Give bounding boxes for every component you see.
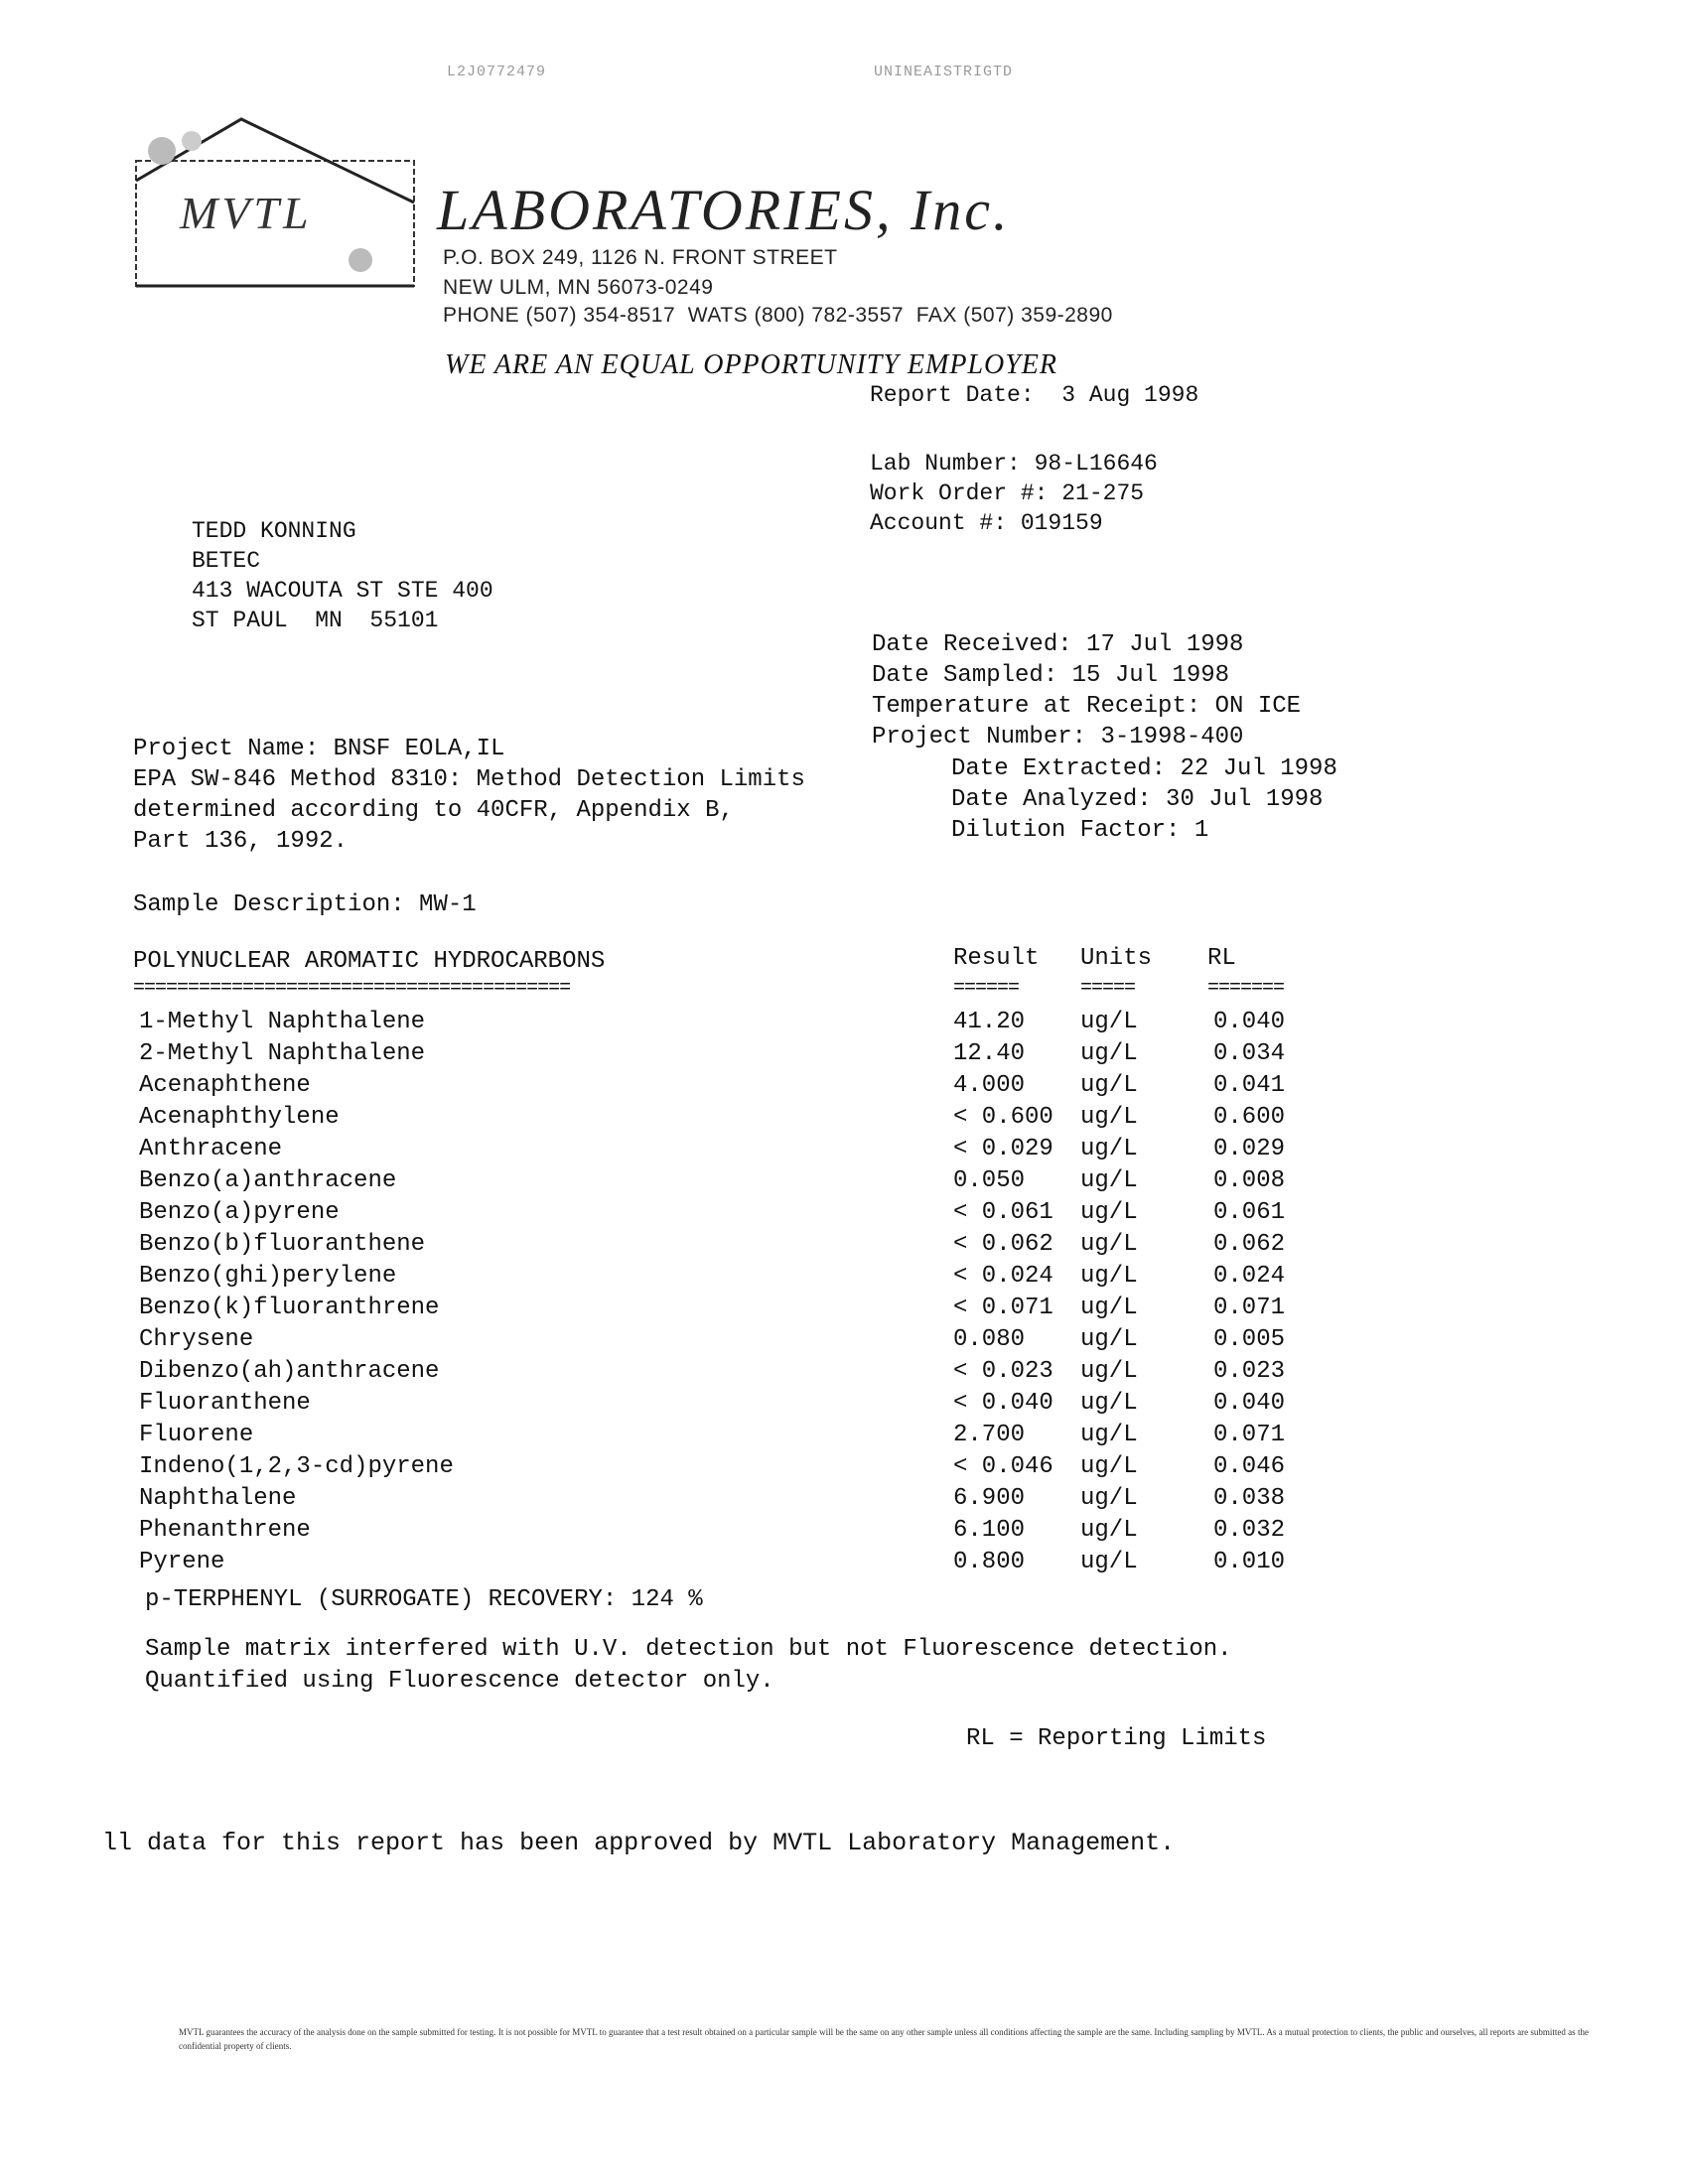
units-value: ug/L: [1080, 1422, 1138, 1448]
rule-rl: =======: [1207, 977, 1285, 1000]
units-value: ug/L: [1080, 1072, 1138, 1099]
result-value: < 0.071: [953, 1295, 1053, 1321]
project-number: Project Number: 3-1998-400: [872, 724, 1244, 751]
rl-value: 0.010: [1213, 1549, 1286, 1575]
analyte-name: Benzo(k)fluoranthrene: [139, 1295, 440, 1321]
analyte-name: 1-Methyl Naphthalene: [139, 1009, 426, 1035]
rl-value: 0.029: [1213, 1136, 1286, 1162]
units-value: ug/L: [1080, 1263, 1138, 1290]
section-title: POLYNUCLEAR AROMATIC HYDROCARBONS: [133, 948, 606, 975]
units-value: ug/L: [1080, 1167, 1138, 1194]
work-order: Work Order #: 21-275: [870, 480, 1145, 506]
analyte-name: Fluoranthene: [139, 1390, 311, 1417]
units-value: ug/L: [1080, 1549, 1138, 1575]
date-analyzed: Date Analyzed: 30 Jul 1998: [951, 786, 1324, 813]
rl-value: 0.040: [1213, 1390, 1286, 1417]
client-city: ST PAUL MN 55101: [192, 608, 439, 633]
client-street: 413 WACOUTA ST STE 400: [192, 578, 493, 604]
company-logo: [132, 111, 420, 300]
units-value: ug/L: [1080, 1517, 1138, 1544]
units-value: ug/L: [1080, 1231, 1138, 1258]
temperature-at-receipt: Temperature at Receipt: ON ICE: [872, 693, 1302, 720]
result-value: < 0.024: [953, 1263, 1053, 1290]
units-value: ug/L: [1080, 1358, 1138, 1385]
logo-text: MVTL: [180, 188, 313, 238]
matrix-note-line-1: Sample matrix interfered with U.V. detection but not Fluorescence detection.: [145, 1636, 1232, 1663]
lab-number: Lab Number: 98-L16646: [870, 451, 1158, 477]
column-header-rl: RL: [1207, 945, 1236, 972]
fax-header-mid: UNINEAISTRIGTD: [874, 64, 1014, 80]
address-line-2: NEW ULM, MN 56073-0249: [443, 276, 714, 299]
result-value: 0.800: [953, 1549, 1026, 1575]
analyte-name: Phenanthrene: [139, 1517, 311, 1544]
rl-value: 0.008: [1213, 1167, 1286, 1194]
result-value: 0.050: [953, 1167, 1026, 1194]
result-value: < 0.046: [953, 1453, 1053, 1480]
units-value: ug/L: [1080, 1199, 1138, 1226]
units-value: ug/L: [1080, 1295, 1138, 1321]
rl-value: 0.034: [1213, 1040, 1286, 1067]
fax-number: L2J0772479: [447, 64, 547, 80]
rl-value: 0.040: [1213, 1009, 1286, 1035]
result-value: < 0.040: [953, 1390, 1053, 1417]
result-value: < 0.600: [953, 1104, 1053, 1131]
column-header-result: Result: [953, 945, 1040, 972]
rl-legend: RL = Reporting Limits: [966, 1725, 1267, 1752]
rl-value: 0.061: [1213, 1199, 1286, 1226]
phone-line: PHONE (507) 354-8517 WATS (800) 782-3557 FAX (507) 359-2890: [443, 304, 1113, 327]
rl-value: 0.005: [1213, 1326, 1286, 1353]
analyte-name: Acenaphthylene: [139, 1104, 340, 1131]
analyte-name: Anthracene: [139, 1136, 283, 1162]
company-name: LABORATORIES, Inc.: [437, 178, 1011, 242]
rule-result: ======: [953, 977, 1020, 1000]
date-sampled: Date Sampled: 15 Jul 1998: [872, 662, 1230, 689]
units-value: ug/L: [1080, 1136, 1138, 1162]
rl-value: 0.041: [1213, 1072, 1286, 1099]
rl-value: 0.062: [1213, 1231, 1286, 1258]
approval-statement: ll data for this report has been approved by MVTL Laboratory Management.: [102, 1829, 1176, 1857]
analyte-name: Benzo(a)pyrene: [139, 1199, 340, 1226]
units-value: ug/L: [1080, 1390, 1138, 1417]
analyte-name: Dibenzo(ah)anthracene: [139, 1358, 440, 1385]
result-value: < 0.062: [953, 1231, 1053, 1258]
rl-value: 0.038: [1213, 1485, 1286, 1512]
date-extracted: Date Extracted: 22 Jul 1998: [951, 755, 1337, 782]
method-line-1: EPA SW-846 Method 8310: Method Detection Limits: [133, 766, 805, 793]
analyte-name: Indeno(1,2,3-cd)pyrene: [139, 1453, 454, 1480]
analyte-name: Naphthalene: [139, 1485, 297, 1512]
footer-disclaimer: MVTL guarantees the accuracy of the analysis done on the sample submitted for testing. It is not possible for MVTL to guarantee that a test result obtained on a particular sample will be the same on any other sample unless all conditions affecting the sample are the same. Including sampling by MVTL. As a mutual protection to clients, the public and ourselves, all reports are submitted as the confidential property of clients.: [179, 2027, 1589, 2051]
analyte-name: 2-Methyl Naphthalene: [139, 1040, 426, 1067]
sample-description: Sample Description: MW-1: [133, 891, 477, 918]
address-line-1: P.O. BOX 249, 1126 N. FRONT STREET: [443, 246, 838, 269]
project-name: Project Name: BNSF EOLA,IL: [133, 736, 505, 762]
section-rule: ========================================: [133, 977, 571, 1000]
result-value: 12.40: [953, 1040, 1026, 1067]
rl-value: 0.023: [1213, 1358, 1286, 1385]
result-value: 0.080: [953, 1326, 1026, 1353]
analyte-name: Acenaphthene: [139, 1072, 311, 1099]
report-date: Report Date: 3 Aug 1998: [870, 382, 1199, 408]
units-value: ug/L: [1080, 1040, 1138, 1067]
rl-value: 0.024: [1213, 1263, 1286, 1290]
result-value: 4.000: [953, 1072, 1026, 1099]
rl-value: 0.046: [1213, 1453, 1286, 1480]
units-value: ug/L: [1080, 1104, 1138, 1131]
units-value: ug/L: [1080, 1453, 1138, 1480]
analyte-name: Benzo(a)anthracene: [139, 1167, 397, 1194]
method-line-2: determined according to 40CFR, Appendix B,: [133, 797, 734, 824]
analyte-name: Benzo(ghi)perylene: [139, 1263, 397, 1290]
method-line-3: Part 136, 1992.: [133, 828, 349, 855]
units-value: ug/L: [1080, 1326, 1138, 1353]
analyte-name: Benzo(b)fluoranthene: [139, 1231, 426, 1258]
account-number: Account #: 019159: [870, 510, 1103, 536]
result-value: < 0.061: [953, 1199, 1053, 1226]
client-company: BETEC: [192, 548, 261, 574]
units-value: ug/L: [1080, 1009, 1138, 1035]
result-value: 6.100: [953, 1517, 1026, 1544]
surrogate-recovery: p-TERPHENYL (SURROGATE) RECOVERY: 124 %: [145, 1586, 703, 1613]
result-value: 2.700: [953, 1422, 1026, 1448]
dilution-factor: Dilution Factor: 1: [951, 817, 1209, 844]
units-value: ug/L: [1080, 1485, 1138, 1512]
analyte-name: Fluorene: [139, 1422, 254, 1448]
rl-value: 0.071: [1213, 1422, 1286, 1448]
rl-value: 0.032: [1213, 1517, 1286, 1544]
date-received: Date Received: 17 Jul 1998: [872, 631, 1244, 658]
matrix-note-line-2: Quantified using Fluorescence detector only.: [145, 1668, 774, 1695]
column-header-units: Units: [1080, 945, 1153, 972]
equal-opportunity-statement: WE ARE AN EQUAL OPPORTUNITY EMPLOYER: [445, 349, 1058, 380]
result-value: 6.900: [953, 1485, 1026, 1512]
rule-units: =====: [1080, 977, 1136, 1000]
client-name: TEDD KONNING: [192, 518, 356, 544]
rl-value: 0.071: [1213, 1295, 1286, 1321]
result-value: 41.20: [953, 1009, 1026, 1035]
result-value: < 0.023: [953, 1358, 1053, 1385]
analyte-name: Chrysene: [139, 1326, 254, 1353]
rl-value: 0.600: [1213, 1104, 1286, 1131]
result-value: < 0.029: [953, 1136, 1053, 1162]
analyte-name: Pyrene: [139, 1549, 225, 1575]
